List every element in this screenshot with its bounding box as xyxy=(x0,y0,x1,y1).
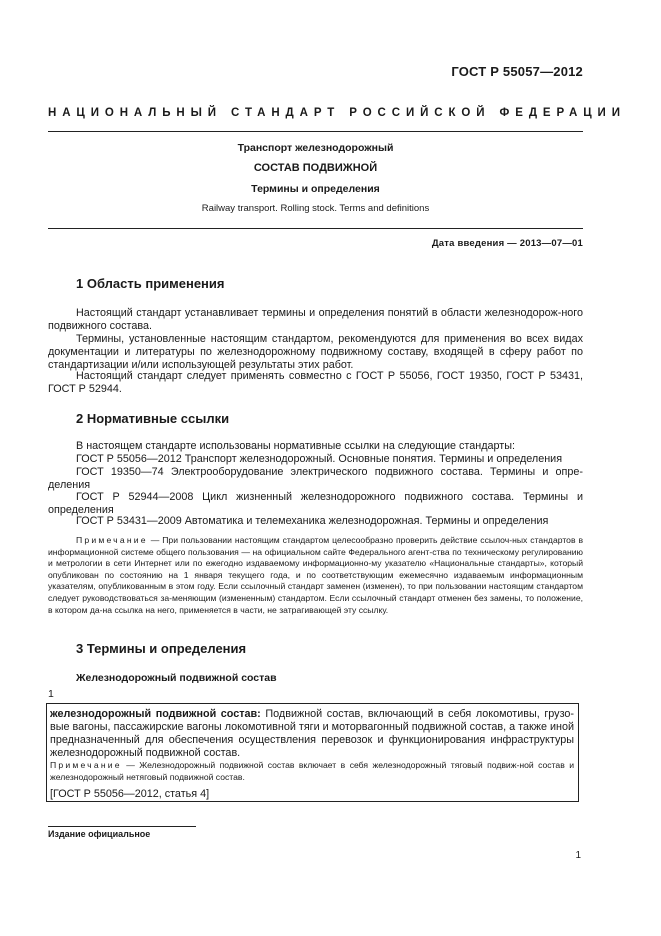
section-2-heading: 2 Нормативные ссылки xyxy=(76,411,230,426)
term-note: Примечание — Железнодорожный подвижной состав включает в себя железнодорожный тяговый подвиж-ной состав и железнодорожный нетяговый подвижной состав. xyxy=(50,760,574,782)
header-rule xyxy=(48,131,583,132)
normative-reference: ГОСТ 19350—74 Электрооборудование электрического подвижного состава. Термины и опре-деления xyxy=(48,466,583,491)
document-code: ГОСТ Р 55057—2012 xyxy=(451,64,583,79)
section-1-paragraph: Настоящий стандарт устанавливает термины и определения понятий в области железнодорож-ного подвижного состава. xyxy=(48,307,583,332)
title-rule xyxy=(48,228,583,229)
title-english: Railway transport. Rolling stock. Terms and definitions xyxy=(201,203,430,214)
normative-reference: ГОСТ Р 52944—2008 Цикл жизненный железнодорожного подвижного состава. Термины и определения xyxy=(48,491,583,516)
national-standard-banner: НАЦИОНАЛЬНЫЙ СТАНДАРТ РОССИЙСКОЙ ФЕДЕРАЦИИ xyxy=(48,107,626,119)
section-1-paragraph: Настоящий стандарт следует применять совместно с ГОСТ Р 55056, ГОСТ 19350, ГОСТ Р 53431, ГОСТ Р 52944. xyxy=(48,370,583,395)
title-subtitle: Транспорт железнодорожный xyxy=(237,142,394,154)
introduction-date: Дата введения — 2013—07—01 xyxy=(431,238,583,249)
normative-reference: ГОСТ Р 53431—2009 Автоматика и телемеханика железнодорожная. Термины и определения xyxy=(76,515,549,527)
section-2-note: Примечание — При пользовании настоящим стандартом целесообразно проверить действие ссылоч-ных стандартов в информационной системе общего пользования — на официальном сайте Федерального агент-ства по техническому регулированию и метрологии в сети Интернет или по ежегодно издаваемому информационно-му указателю «Национальные стандарты», который опубликован по состоянию на 1 января текущего года, и по соответствующим ежемесячно издаваемым информационным указателям, опубликованным в этом году. Если ссылочный стандарт заменен (изменен), то при пользовании настоящим стандартом следует руководствоваться за-меняющим (измененным) стандартом. Если ссылочный стандарт отменен без замены, то положение, в котором да-на ссылка на него, применяется в части, не затрагивающей эту ссылку. xyxy=(48,535,584,615)
section-2-intro: В настоящем стандарте использованы нормативные ссылки на следующие стандарты: xyxy=(76,440,515,452)
term-group-heading: Железнодорожный подвижной состав xyxy=(76,672,277,684)
page-number: 1 xyxy=(575,850,581,861)
title-main: СОСТАВ ПОДВИЖНОЙ xyxy=(253,162,378,174)
term-definition: железнодорожный подвижной состав: Подвижной состав, включающий в себя локомотивы, грузо-вые вагоны, пассажирские вагоны локомотивной тяги и моторвагонный подвижной состав, а также иной предназначенный для обеспечения осуществления перевозок и функционирования инфраструктуры железнодорожный подвижной состав. xyxy=(50,708,574,759)
section-3-heading: 3 Термины и определения xyxy=(76,641,247,656)
edition-label: Издание официальное xyxy=(48,829,151,839)
section-1-paragraph: Термины, установленные настоящим стандартом, рекомендуются для применения во всех видах документации и литературы по железнодорожному подвижному составу, входящей в сферу работ по стандартизации и/или использующей результаты этих работ. xyxy=(48,333,583,371)
normative-reference: ГОСТ Р 55056—2012 Транспорт железнодорожный. Основные понятия. Термины и определения xyxy=(76,453,563,465)
footer-rule xyxy=(48,826,196,827)
term-definition-box xyxy=(46,703,579,802)
term-name: железнодорожный подвижной состав: xyxy=(50,708,261,720)
term-number: 1 xyxy=(48,688,54,700)
section-1-heading: 1 Область применения xyxy=(76,276,225,291)
title-terms: Термины и определения xyxy=(251,183,380,195)
term-source: [ГОСТ Р 55056—2012, статья 4] xyxy=(50,788,210,800)
